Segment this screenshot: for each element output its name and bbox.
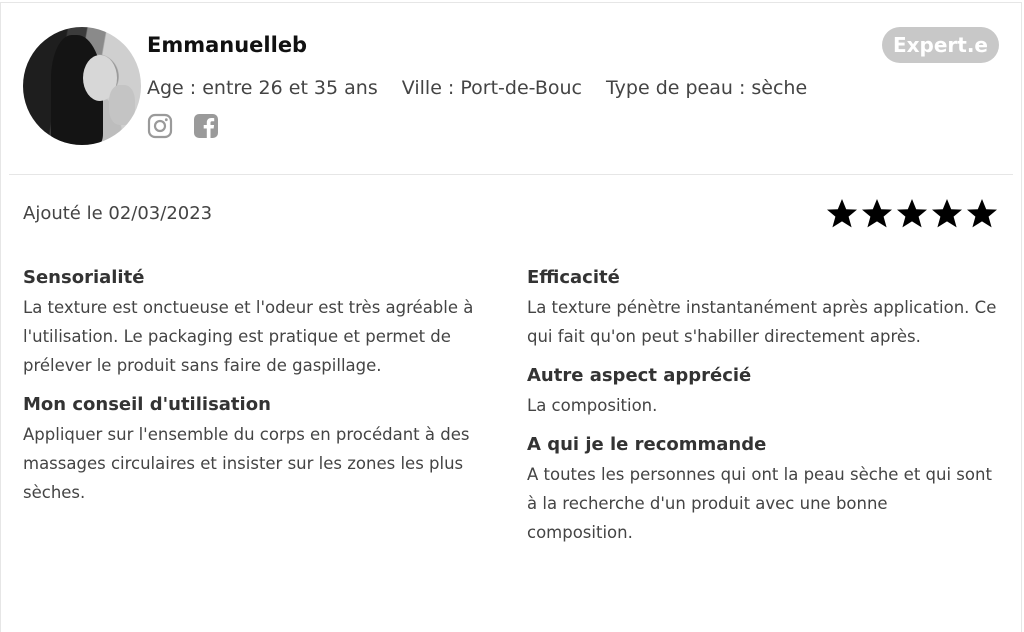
reviewer-skin-type: Type de peau : sèche xyxy=(606,77,808,99)
review-date: Ajouté le 02/03/2023 xyxy=(23,203,213,224)
section-title: Mon conseil d'utilisation xyxy=(23,394,271,415)
star-icon xyxy=(965,197,999,231)
reviewer-meta xyxy=(147,77,825,99)
review-section xyxy=(23,265,493,380)
section-text: A toutes les personnes qui ont la peau sèche et qui sont à la recherche d'un produit avec une bonne composition. xyxy=(527,465,992,542)
section-text: Appliquer sur l'ensemble du corps en procédant à des massages circulaires et insister sur les zones les plus sèches. xyxy=(23,425,470,502)
reviewer-name: Emmanuelleb xyxy=(147,33,308,57)
star-icon xyxy=(930,197,964,231)
section-text: La texture pénètre instantanément après application. Ce qui fait qu'on peut s'habiller directement après. xyxy=(527,298,997,346)
review-section xyxy=(23,392,493,507)
review-section xyxy=(527,265,997,351)
avatar xyxy=(23,27,141,145)
star-rating xyxy=(825,197,999,231)
section-title: Autre aspect apprécié xyxy=(527,365,752,386)
expert-badge: Expert.e xyxy=(882,27,999,63)
review-card xyxy=(0,2,1022,632)
section-text: La texture est onctueuse et l'odeur est très agréable à l'utilisation. Le packaging est pratique et permet de prélever le produit sans faire de gaspillage. xyxy=(23,298,474,375)
review-column-right xyxy=(527,265,997,559)
star-icon xyxy=(895,197,929,231)
section-title: Sensorialité xyxy=(23,267,145,288)
social-links xyxy=(147,113,219,139)
star-icon xyxy=(825,197,859,231)
review-section xyxy=(527,363,997,420)
section-title: A qui je le recommande xyxy=(527,434,767,455)
reviewer-age: Age : entre 26 et 35 ans xyxy=(147,77,378,99)
review-section xyxy=(527,432,997,547)
facebook-icon[interactable] xyxy=(193,113,219,139)
reviewer-header xyxy=(9,3,1013,175)
section-text: La composition. xyxy=(527,396,658,415)
reviewer-city: Ville : Port-de-Bouc xyxy=(401,77,582,99)
instagram-icon[interactable] xyxy=(147,113,173,139)
section-title: Efficacité xyxy=(527,267,620,288)
review-column-left xyxy=(23,265,493,519)
star-icon xyxy=(860,197,894,231)
